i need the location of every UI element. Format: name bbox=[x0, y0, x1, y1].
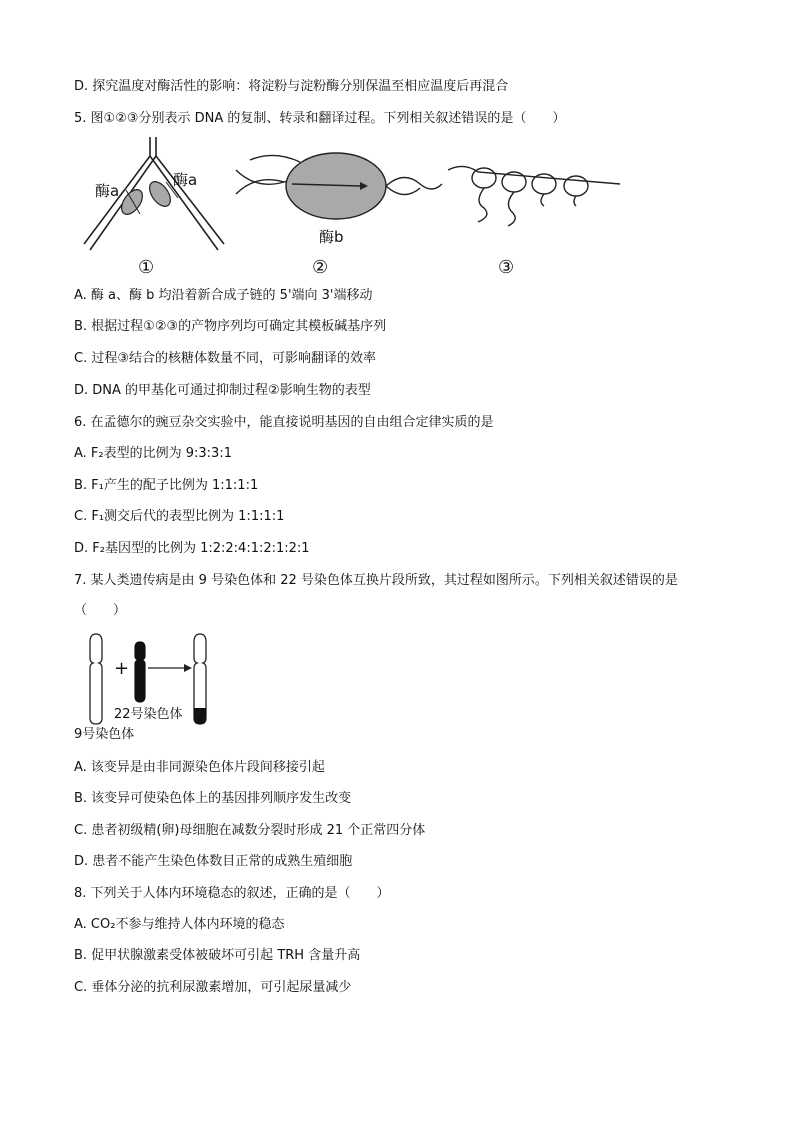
q6-stem: 6. 在孟德尔的豌豆杂交实验中，能直接说明基因的自由组合定律实质的是 bbox=[74, 415, 494, 430]
q6-option-a: A. F₂表型的比例为 9:3:3:1 bbox=[74, 446, 232, 461]
q7-option-a: A. 该变异是由非同源染色体片段间移接引起 bbox=[74, 760, 325, 775]
translocated-chromosome-shape bbox=[194, 634, 206, 724]
q8-option-c: C. 垂体分泌的抗利尿激素增加，可引起尿量减少 bbox=[74, 980, 352, 995]
q5-stem: 5. 图①②③分别表示 DNA 的复制、转录和翻译过程。下列相关叙述错误的是（ ） bbox=[74, 111, 566, 126]
figure-label-2: ② bbox=[312, 257, 329, 278]
q7-figure bbox=[74, 628, 254, 746]
q4-option-d: D. 探究温度对酶活性的影响：将淀粉与淀粉酶分别保温至相应温度后再混合 bbox=[74, 79, 509, 94]
chromosome-22-label: 22号染色体 bbox=[114, 707, 183, 722]
plus-sign: + bbox=[114, 658, 130, 679]
q7-option-b: B. 该变异可使染色体上的基因排列顺序发生改变 bbox=[74, 791, 352, 806]
q6-option-c: C. F₁测交后代的表型比例为 1:1:1:1 bbox=[74, 509, 285, 524]
translation-diagram bbox=[448, 166, 620, 226]
chromosome-22-shape bbox=[135, 642, 145, 702]
q5-option-a: A. 酶 a、酶 b 均沿着新合成子链的 5'端向 3'端移动 bbox=[74, 288, 373, 303]
figure-label-3: ③ bbox=[498, 257, 515, 278]
chromosome-9-label: 9号染色体 bbox=[74, 727, 135, 742]
q7-stem: 7. 某人类遗传病是由 9 号染色体和 22 号染色体互换片段所致，其过程如图所示。下列相关叙述错误的是 bbox=[74, 573, 678, 588]
q6-option-b: B. F₁产生的配子比例为 1:1:1:1 bbox=[74, 478, 259, 493]
q5-figure bbox=[74, 132, 634, 278]
enzyme-a-left-shape bbox=[117, 186, 146, 218]
q6-option-d: D. F₂基因型的比例为 1:2:2:4:1:2:1:2:1 bbox=[74, 541, 310, 556]
q7-option-d: D. 患者不能产生染色体数目正常的成熟生殖细胞 bbox=[74, 854, 353, 869]
q7-option-c: C. 患者初级精(卵)母细胞在减数分裂时形成 21 个正常四分体 bbox=[74, 823, 426, 838]
q5-option-b: B. 根据过程①②③的产物序列均可确定其模板碱基序列 bbox=[74, 319, 387, 334]
enzyme-b-shape bbox=[286, 153, 386, 219]
chromosome-9-shape bbox=[90, 634, 102, 724]
q7-stem-paren: （ ） bbox=[74, 603, 127, 618]
enzyme-a-right-label: 酶a bbox=[173, 171, 198, 189]
q8-option-a: A. CO₂不参与维持人体内环境的稳态 bbox=[74, 917, 285, 932]
q5-option-c: C. 过程③结合的核糖体数量不同，可影响翻译的效率 bbox=[74, 351, 376, 366]
enzyme-b-label: 酶b bbox=[319, 228, 344, 246]
enzyme-a-left-label: 酶a bbox=[95, 182, 120, 200]
q8-option-b: B. 促甲状腺激素受体被破坏可引起 TRH 含量升高 bbox=[74, 948, 361, 963]
figure-label-1: ① bbox=[138, 257, 155, 278]
q8-stem: 8. 下列关于人体内环境稳态的叙述，正确的是（ ） bbox=[74, 886, 390, 901]
q5-option-d: D. DNA 的甲基化可通过抑制过程②影响生物的表型 bbox=[74, 383, 371, 398]
